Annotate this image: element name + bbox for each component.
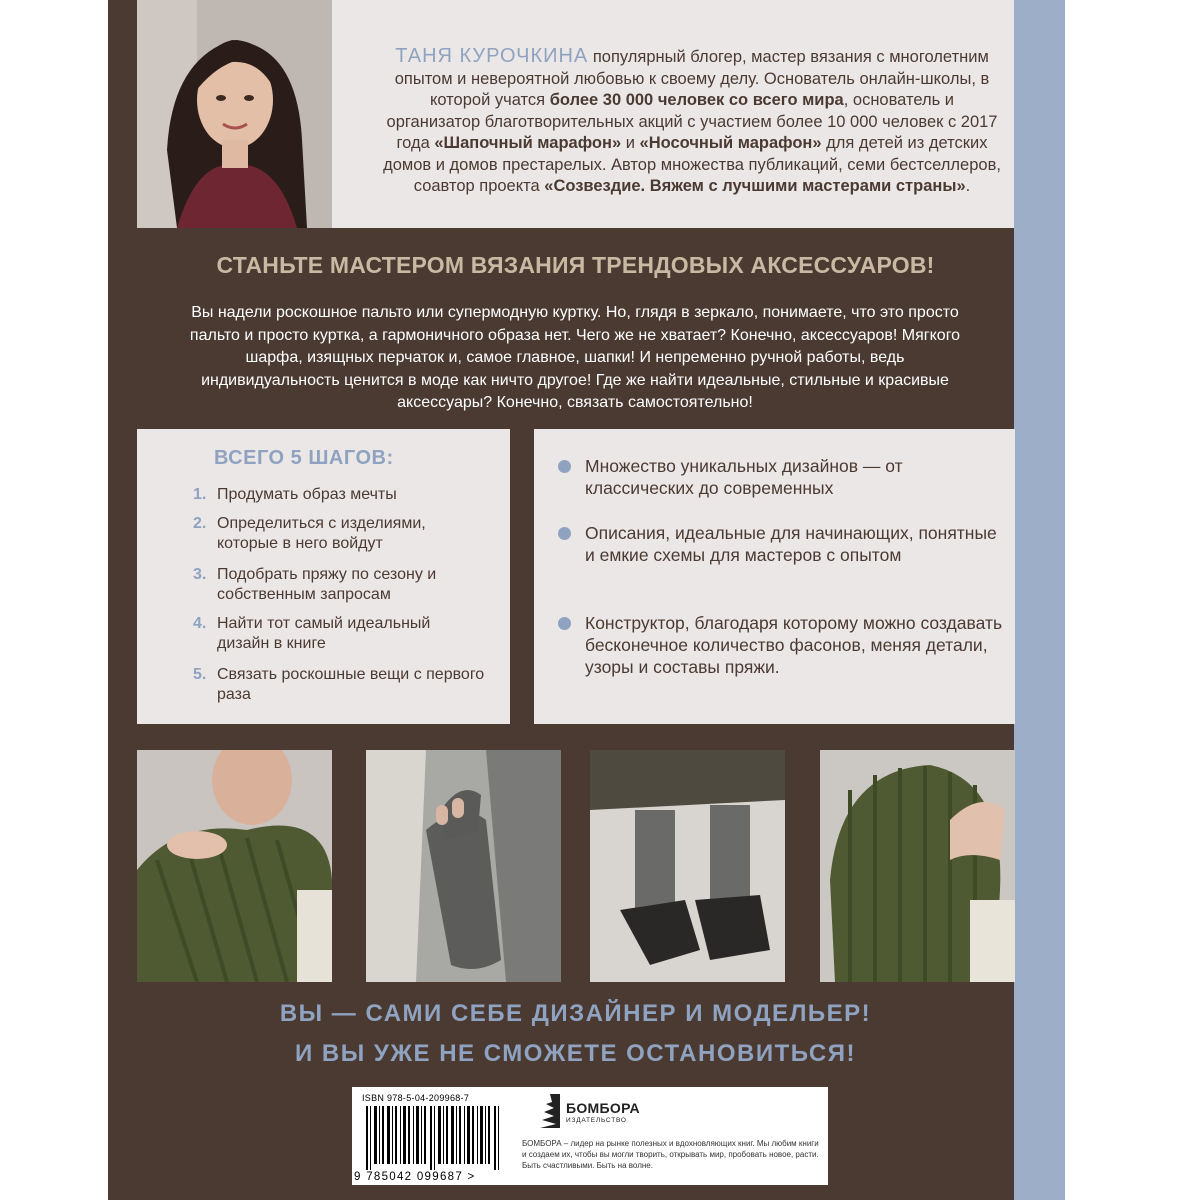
author-bio-text: . [965,177,971,195]
photo-sweater [137,750,332,982]
author-name: ТАНЯ КУРОЧКИНА [395,45,589,67]
barcode-icon [366,1106,504,1170]
step-number: 5. [193,666,207,683]
feature-text: Множество уникальных дизайнов — от классических до современных [585,456,903,498]
intro-paragraph: Вы надели роскошное пальто или супермодную куртку. Но, глядя в зеркало, понимаете, что это просто пальто и просто куртка, а гармоничного образа нет. Чего же не хватает? Конечно, аксессуаров! Мягкого шарфа, изящных перчаток и, самое главное, шапки! И непременно ручной работы, ведь индивидуальность ценится в моде как ничто другое! Где же найти идеальные, стильные и красивые аксессуары? Конечно, связать самостоятельно! [189,304,961,411]
step-text: Найти тот самый идеальный дизайн в книге [217,615,431,652]
steps-title: ВСЕГО 5 ШАГОВ: [214,447,394,469]
author-bio-highlight: «Носочный марафон» [639,134,822,152]
photo-socks [590,750,785,982]
author-bio-text: для детей из детских домов и домов престарелых. Автор множества публикаций, семи бестселлеров, соавтор проекта [383,134,1001,195]
author-bio-highlight: более 30 000 человек со всего мира [549,91,844,109]
step-number: 3. [193,566,207,583]
author-bio [382,46,1002,198]
publisher-description: БОМБОРА – лидер на рынке полезных и вдохновляющих книг. Мы любим книги и создаем их, чтобы вы могли творить, открывать мир, пробовать новое, расти. Быть счастливыми. Быть на волне. [522,1139,819,1171]
bullet-icon [558,617,571,630]
bullet-icon [558,460,571,473]
step-text: Подобрать пряжу по сезону и собственным запросам [217,566,437,603]
step-text: Связать роскошные вещи с первого раза [217,666,485,703]
author-bio-text: , основатель и организатор благотворительных акций с участием более 10 000 человек с 2017 года [386,91,998,152]
feature-text: Описания, идеальные для начинающих, понятные и емкие схемы для мастеров с опытом [585,523,997,565]
publisher-subtitle: ИЗДАТЕЛЬСТВО [566,1117,627,1124]
isbn-label: ISBN 978-5-04-209968-7 [362,1093,470,1103]
slogan-line-1: ВЫ — САМИ СЕБЕ ДИЗАЙНЕР И МОДЕЛЬЕР! [279,1000,872,1027]
publisher-logo-icon [538,1092,562,1130]
author-photo [137,0,332,228]
author-bio-highlight: «Созвездие. Вяжем с лучшими мастерами страны» [544,177,966,195]
isbn-digits: 9 785042 099687 > [354,1171,476,1183]
book-spine [1014,0,1065,1200]
slogan-line-2: И ВЫ УЖЕ НЕ СМОЖЕТЕ ОСТАНОВИТЬСЯ! [295,1040,856,1067]
step-number: 2. [193,515,207,532]
bullet-icon [558,527,571,540]
publisher-name: БОМБОРА [566,1100,640,1116]
feature-text: Конструктор, благодаря которому можно создавать бесконечное количество фасонов, меняя детали, узоры и составы пряжи. [585,613,1003,677]
author-bio-highlight: «Шапочный марафон» [434,134,622,152]
photo-gloves [366,750,561,982]
author-bio-text: популярный блогер, мастер вязания с многолетним опытом и невероятной любовью к своему делу. Основатель онлайн-школы, в которой учатся [394,48,990,109]
step-number: 4. [193,615,207,632]
author-bio-text: и [621,134,640,152]
photo-hat [820,750,1015,982]
headline: СТАНЬТЕ МАСТЕРОМ ВЯЗАНИЯ ТРЕНДОВЫХ АКСЕССУАРОВ! [216,252,935,278]
step-text: Продумать образ мечты [217,486,397,503]
step-text: Определиться с изделиями, которые в него войдут [217,515,426,552]
step-number: 1. [193,486,207,503]
